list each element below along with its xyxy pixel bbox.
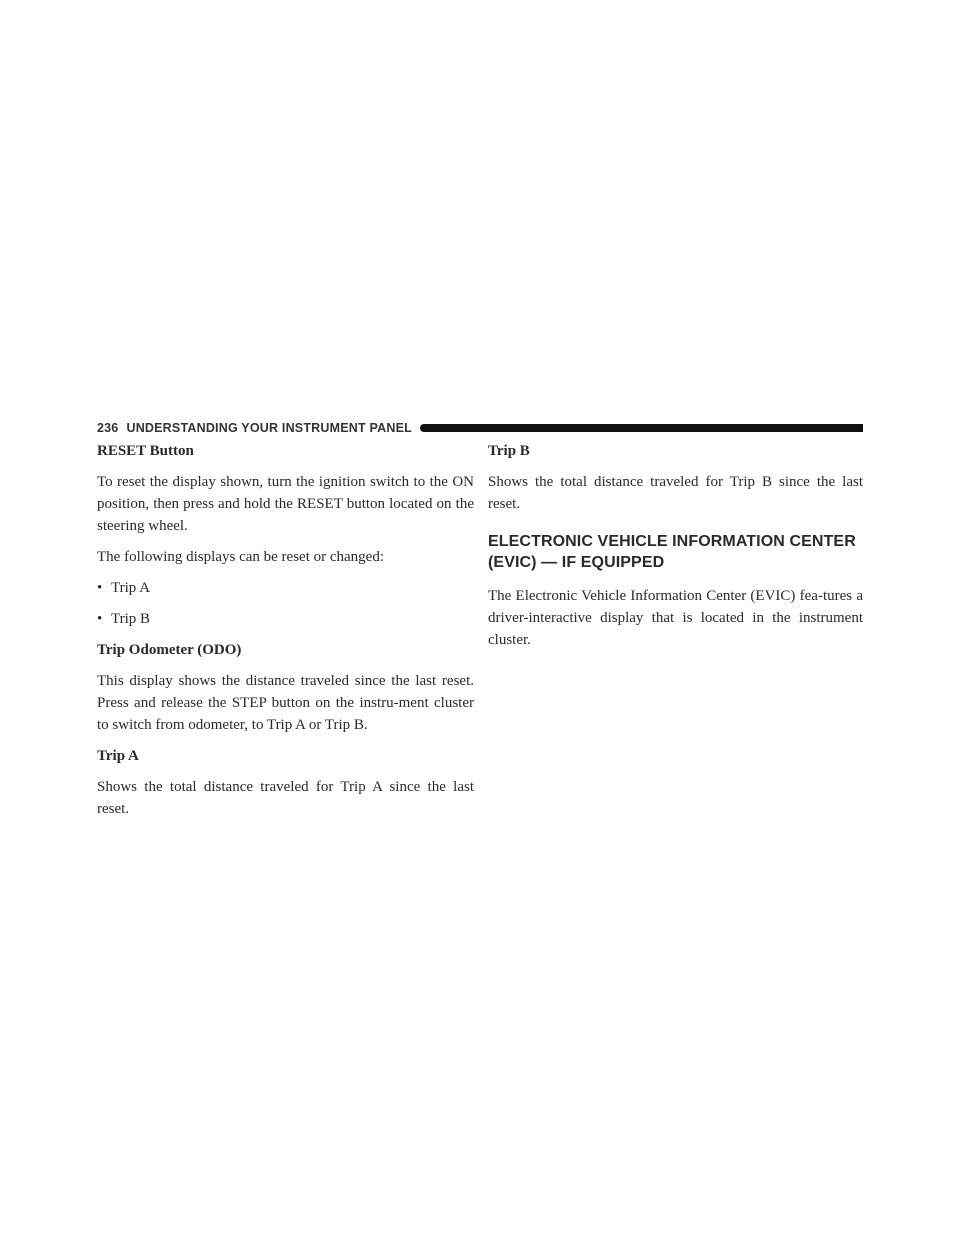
list-item-label: Trip A: [111, 580, 151, 596]
following-displays-paragraph: The following displays can be reset or changed:: [97, 549, 384, 565]
trip-a-heading: Trip A: [97, 748, 139, 764]
right-column: [488, 440, 863, 651]
evic-heading-line1: ELECTRONIC VEHICLE INFORMATION CENTER: [488, 533, 856, 550]
left-column: [97, 440, 474, 820]
evic-heading: [488, 531, 863, 573]
list-item-label: Trip B: [111, 611, 151, 627]
list-item: [97, 608, 474, 630]
trip-b-heading: Trip B: [488, 443, 530, 459]
trip-a-paragraph: Shows the total distance traveled for Trip A since the last reset.: [97, 779, 474, 817]
trip-odometer-paragraph: This display shows the distance traveled since the last reset. Press and release the STEP button on the instru-ment cluster to switch from odometer, to Trip A or Trip B.: [97, 673, 474, 733]
page-header: [97, 419, 863, 437]
section-title: UNDERSTANDING YOUR INSTRUMENT PANEL: [126, 421, 412, 435]
bullet-icon: •: [97, 611, 103, 627]
bullet-icon: •: [97, 580, 103, 596]
resettable-displays-list: [97, 577, 474, 630]
header-rule: [420, 424, 863, 432]
evic-heading-line2: (EVIC) — IF EQUIPPED: [488, 554, 665, 571]
reset-button-paragraph: To reset the display shown, turn the ignition switch to the ON position, then press and hold the RESET button located on the steering wheel.: [97, 474, 474, 534]
page-number: 236: [97, 421, 119, 435]
list-item: [97, 577, 474, 599]
evic-paragraph: The Electronic Vehicle Information Center (EVIC) fea-tures a driver-interactive display that is located in the instrument cluster.: [488, 588, 863, 648]
trip-b-paragraph: Shows the total distance traveled for Trip B since the last reset.: [488, 474, 863, 512]
reset-button-heading: RESET Button: [97, 443, 194, 459]
trip-odometer-heading: Trip Odometer (ODO): [97, 642, 242, 658]
